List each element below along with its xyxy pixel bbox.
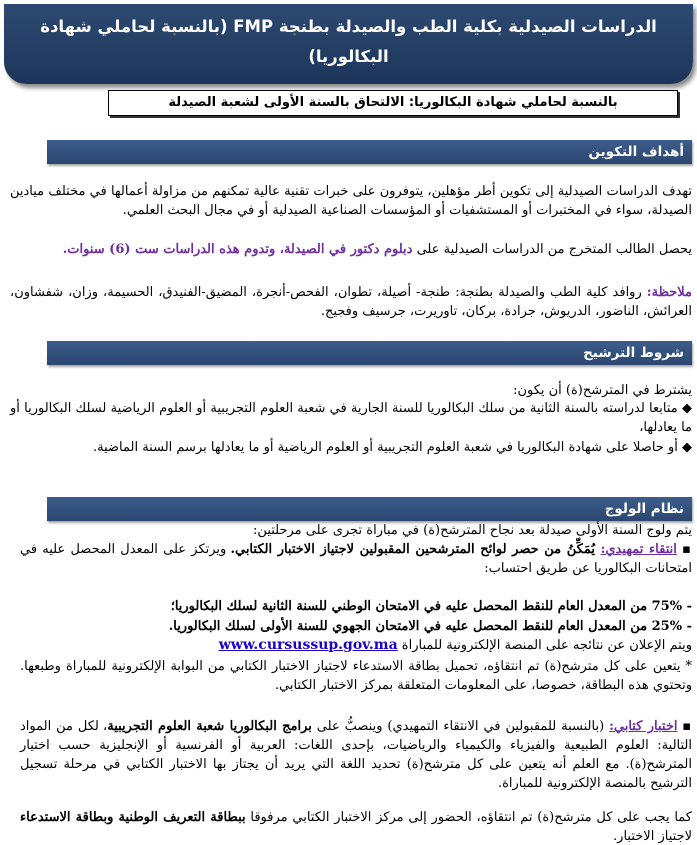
conditions-bullet-2: ◆ أو حاصلا على شهادة البكالوريا في شعبة العلوم التجريبية أو العلوم الرياضية أو ما يعادلها برسم السنة الماضية. [92,440,692,455]
announcement-text: ويتم الإعلان عن نتائجه على المنصة الإلكترونية للمباراة [397,638,692,653]
banner-title-line1: الدراسات الصيدلية بكلية الطب والصيدلة بطنجة FMP (بالنسبة لحاملي شهادة [40,17,657,36]
preselection-label: انتقاء تمهيدي: [600,542,677,557]
preselection-bold-text: يُمَكِّنُ من حصر لوائح المترشحين المقبولين لاجتياز الاختبار الكتابي. [230,542,601,557]
written-exam-text-b: ، لكل من المواد التالية: العلوم الطبيعية والفيزياء والكيمياء والرياضيات، بإحدى اللغات: العربية أو الفرنسية أو الإنجليزية حسب اختيار المترشح(ة). مع العلم أنه يتعين على كل مترشح(ة) تحديد اللغة التي يريد أن يجتاز بها الاختبار الكتابي في مرحلة تسجيل الترشيح بالمنصة الإلكترونية للمباراة. [20,719,692,791]
access-weight-line-2: - 25% من المعدل العام للنقط المحصل عليه في الامتحان الجهوي للسنة الأولى لسلك البكالوريا. [168,619,692,634]
page-banner [4,4,693,84]
goals-note-paragraph [10,283,692,321]
subtitle-bar: بالنسبة لحاملي شهادة البكالوريا: الالتحاق بالسنة الأولى لشعبة الصيدلة [108,90,678,116]
final-text-b: لاجتياز الاختبار. [613,829,692,844]
access-note: * يتعين على كل مترشح(ة) تم انتقاؤه، تحميل بطاقة الاستدعاء لاجتياز الاختبار الكتابي من البوابة الإلكترونية للمباراة وطبعها. وتحتوي هذه البطاقة، خصوصا، على المعلومات المتعلقة بمركز الاختبار الكتابي. [20,659,692,693]
access-preselection-item [20,540,692,578]
square-bullet-icon: ▪ [676,542,692,557]
section-header-access: نظام الولوج [47,497,692,521]
written-exam-label: اختبار كتابي: [609,719,678,734]
goals-note-text: روافد كلية الطب والصيدلة بطنجة: طنجة- أصيلة، تطوان، الفحص-أنجرة، المضيق-الفنيدق، الحسيمة، وزان، شفشاون، العرائش، الناضور، الدريوش، جرادة، بركان، تاوريرت، جرسيف وفجيج. [10,285,692,319]
access-final-paragraph [20,808,692,845]
access-weight-line-1: - 75% من المعدل العام للنقط المحصل عليه في الامتحان الوطني للسنة الثانية لسلك البكالوريا؛ [170,599,692,614]
final-text-a: كما يجب على كل مترشح(ة) تم انتقاؤه، الحضور إلى مركز الاختبار الكتابي مرفوقا [245,810,692,825]
preselection-text: ويرتكز على المعدل المحصل عليه في امتحانات البكالوريا عن طريق احتساب: [20,542,692,576]
goals-degree-text: يحصل الطالب المتخرج من الدراسات الصيدلية على [412,242,692,257]
conditions-intro: يشترط في المترشح(ة) أن يكون: [513,383,692,398]
conditions-bullet-1: ◆ متابعا لدراسته بالسنة الثانية من سلك البكالوريا للسنة الجارية في شعبة العلوم التجريبية أو العلوم الرياضية لسلك البكالوريا أو ما يعادلها، [10,401,692,435]
access-intro: يتم ولوج السنة الأولى صيدلة بعد نجاح المترشح(ة) في مباراة تجرى على مرحلتين: [253,523,692,538]
goals-degree-highlight: دبلوم دكتور في الصيدلة، وتدوم هذه الدراسات ست (6) سنوات. [62,242,413,257]
goals-note-label: ملاحظة: [646,285,692,300]
section-header-conditions: شروط الترشيح [47,341,692,365]
goals-degree-paragraph [10,240,692,259]
written-exam-bold: برامج البكالوريا شعبة العلوم التجريبية [107,719,312,734]
goals-paragraph: تهدف الدراسات الصيدلية إلى تكوين أطر مؤهلين، يتوفرون على خبرات تقنية عالية تمكنهم من مزاولة أعمالها في مختلف ميادين الصيدلة، سواء في المختبرات أو المستشفيات أو المؤسسات الصناعية الصيدلية أو في مجال البحث العلمي. [10,184,692,218]
section-header-goals: أهداف التكوين [47,140,692,164]
banner-title-line2: البكالوريا) [308,47,389,66]
square-bullet-icon: ▪ [677,719,692,734]
cursussup-link[interactable]: www.cursussup.gov.ma [218,637,398,653]
written-exam-text-a: (بالنسبة للمقبولين في الانتقاء التمهيدي) وينصبُّ على [311,719,610,734]
access-announcement [20,636,692,655]
final-bold: ببطاقة التعريف الوطنية وبطاقة الاستدعاء [20,810,246,825]
access-written-exam-item [20,717,692,793]
